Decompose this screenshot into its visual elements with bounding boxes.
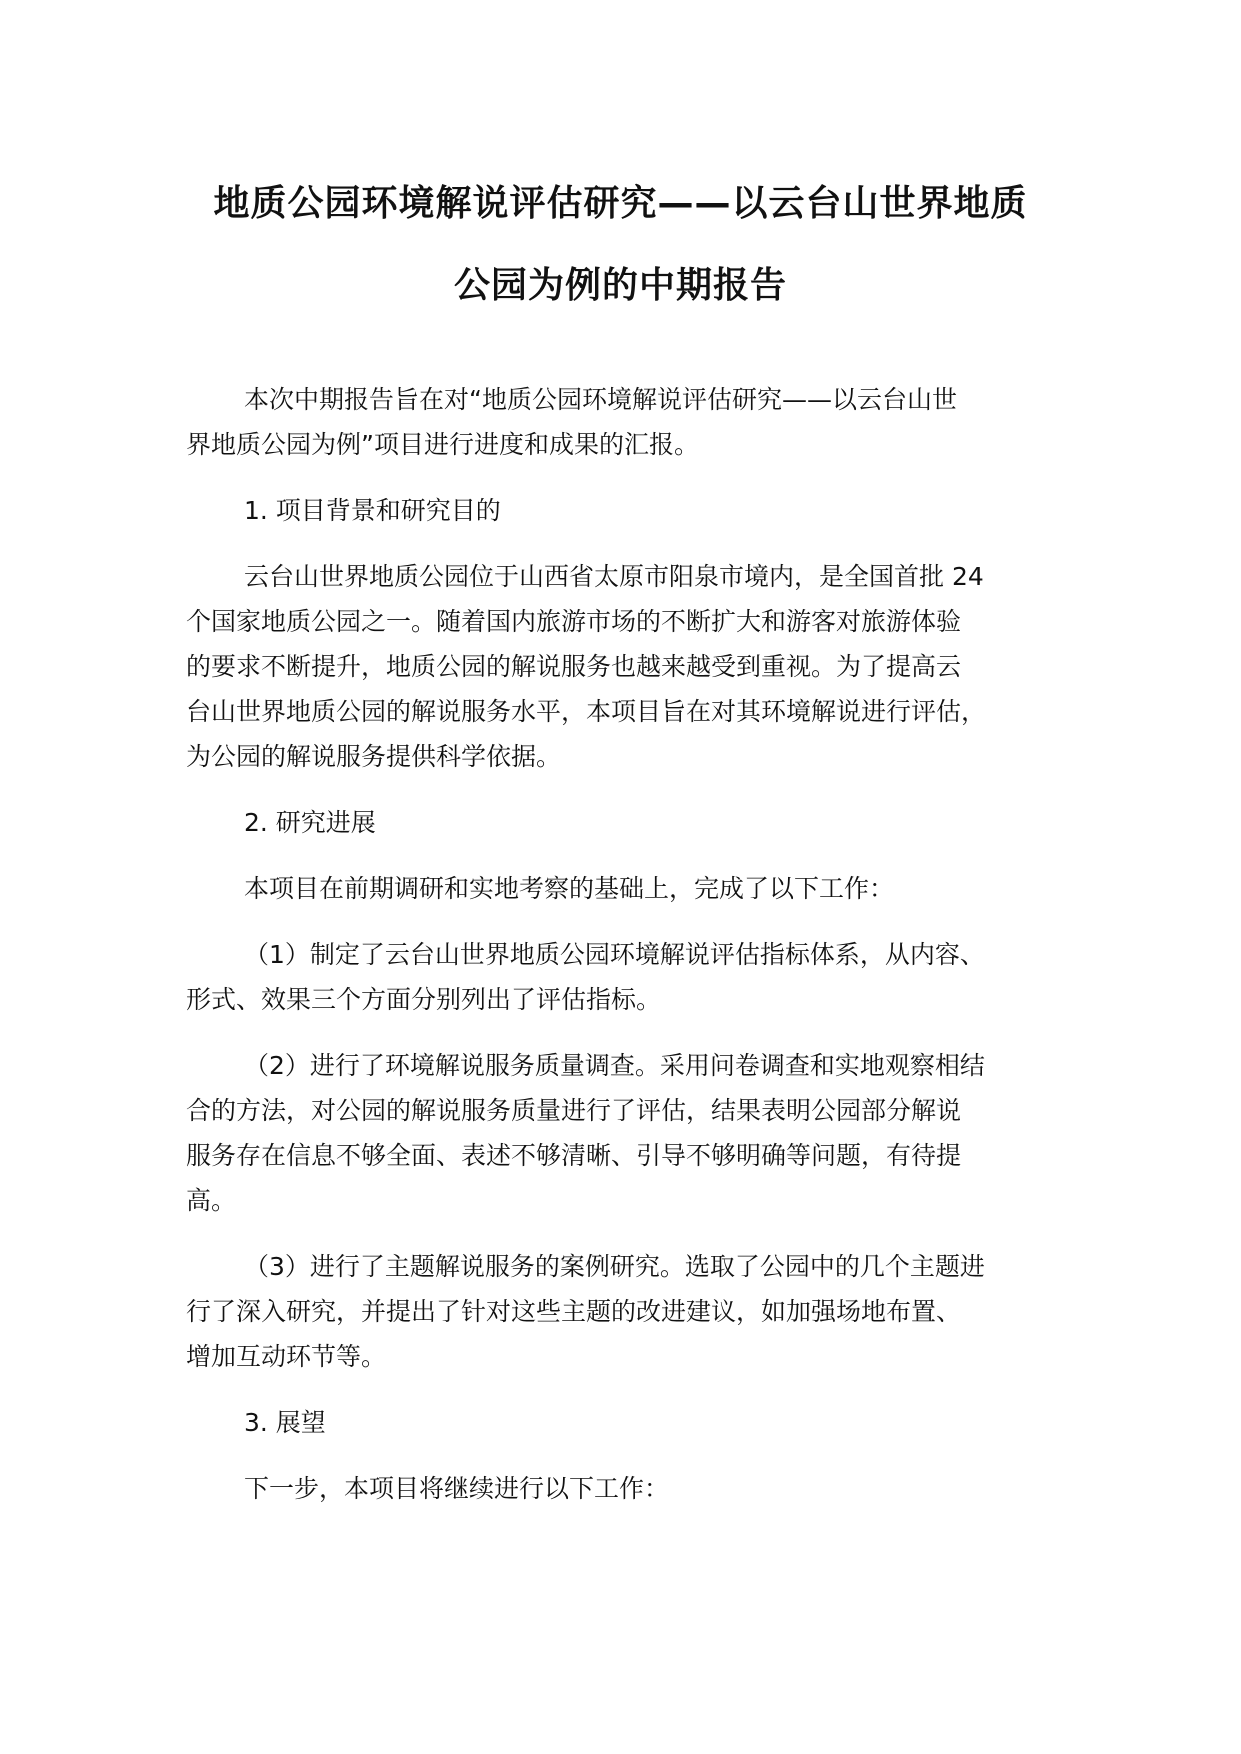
body-paragraph [186,800,1086,845]
paragraph-line: 个国家地质公园之一。随着国内旅游市场的不断扩大和游客对旅游体验 [186,607,962,636]
document-body [186,377,1086,1511]
body-paragraph [186,554,1086,779]
body-paragraph [186,1400,1086,1445]
paragraph-line: 服务存在信息不够全面、表述不够清晰、引导不够明确等问题，有待提 [186,1141,962,1170]
paragraph-line: （3）进行了主题解说服务的案例研究。选取了公园中的几个主题进 [244,1252,985,1281]
body-paragraph [186,1466,1086,1511]
body-paragraph [186,488,1086,533]
paragraph-line: 下一步，本项目将继续进行以下工作： [244,1474,670,1503]
body-paragraph [186,1043,1086,1223]
document-title-line-2: 公园为例的中期报告 [453,265,787,306]
paragraph-line: 增加互动环节等。 [186,1342,387,1371]
paragraph-line: 行了深入研究，并提出了针对这些主题的改进建议，如加强场地布置、 [186,1297,962,1326]
paragraph-line: 高。 [186,1186,237,1215]
paragraph-line: 3. 展望 [244,1408,326,1437]
document-title-line-1: 地质公园环境解说评估研究——以云台山世界地质 [213,183,1028,224]
paragraph-line: 1. 项目背景和研究目的 [244,496,501,525]
body-paragraph [186,866,1086,911]
paragraph-line: 形式、效果三个方面分别列出了评估指标。 [186,985,662,1014]
paragraph-line: 为公园的解说服务提供科学依据。 [186,742,562,771]
paragraph-line: （2）进行了环境解说服务质量调查。采用问卷调查和实地观察相结 [244,1051,985,1080]
paragraph-line: （1）制定了云台山世界地质公园环境解说评估指标体系，从内容、 [244,940,985,969]
paragraph-line: 界地质公园为例”项目进行进度和成果的汇报。 [186,430,699,459]
body-paragraph [186,1244,1086,1379]
paragraph-line: 本次中期报告旨在对“地质公园环境解说评估研究——以云台山世 [244,385,957,414]
paragraph-line: 合的方法，对公园的解说服务质量进行了评估，结果表明公园部分解说 [186,1096,962,1125]
paragraph-line: 台山世界地质公园的解说服务水平，本项目旨在对其环境解说进行评估， [186,697,987,726]
paragraph-line: 的要求不断提升，地质公园的解说服务也越来越受到重视。为了提高云 [186,652,962,681]
paragraph-line: 本项目在前期调研和实地考察的基础上，完成了以下工作： [244,874,895,903]
paragraph-line: 2. 研究进展 [244,808,376,837]
body-paragraph [186,932,1086,1022]
paragraph-line: 云台山世界地质公园位于山西省太原市阳泉市境内，是全国首批 24 [244,562,984,591]
body-paragraph [186,377,1086,467]
